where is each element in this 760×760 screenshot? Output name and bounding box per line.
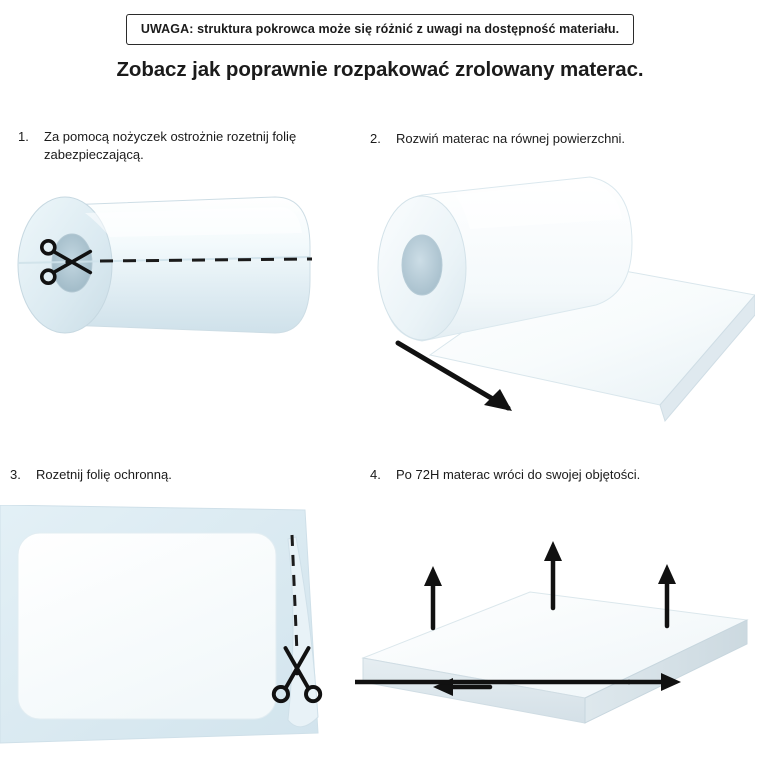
step-3-number: 3. — [10, 467, 21, 482]
step-4-figure — [355, 530, 755, 760]
step-3-text: Rozetnij folię ochronną. — [36, 467, 172, 482]
step-2-figure — [360, 165, 755, 440]
step-3-heading — [10, 466, 310, 484]
step-3-figure — [0, 505, 340, 760]
step-2-text: Rozwiń materac na równej powierzchni. — [396, 131, 626, 146]
mattress-roll-hole — [402, 235, 442, 295]
notice-bar — [0, 14, 760, 45]
step-1-number: 1. — [18, 129, 29, 144]
step-2-number: 2. — [370, 131, 381, 146]
step-1-heading — [18, 128, 308, 164]
page-title: Zobacz jak poprawnie rozpakować zrolowany materac. — [116, 58, 644, 81]
step-4-number: 4. — [370, 467, 381, 482]
step-2-heading — [370, 130, 700, 148]
step-1-text: Za pomocą nożyczek ostrożnie rozetnij folię zabezpieczającą. — [44, 129, 297, 162]
step-4-text: Po 72H materac wróci do swojej objętości. — [396, 467, 641, 482]
step-4-heading — [370, 466, 720, 484]
step-1-figure — [10, 185, 340, 405]
arrow-icon-up-left — [424, 566, 442, 628]
notice-text: UWAGA: struktura pokrowca może się różnić z uwagi na dostępność materiału. — [126, 14, 634, 45]
flat-mattress — [18, 533, 276, 719]
